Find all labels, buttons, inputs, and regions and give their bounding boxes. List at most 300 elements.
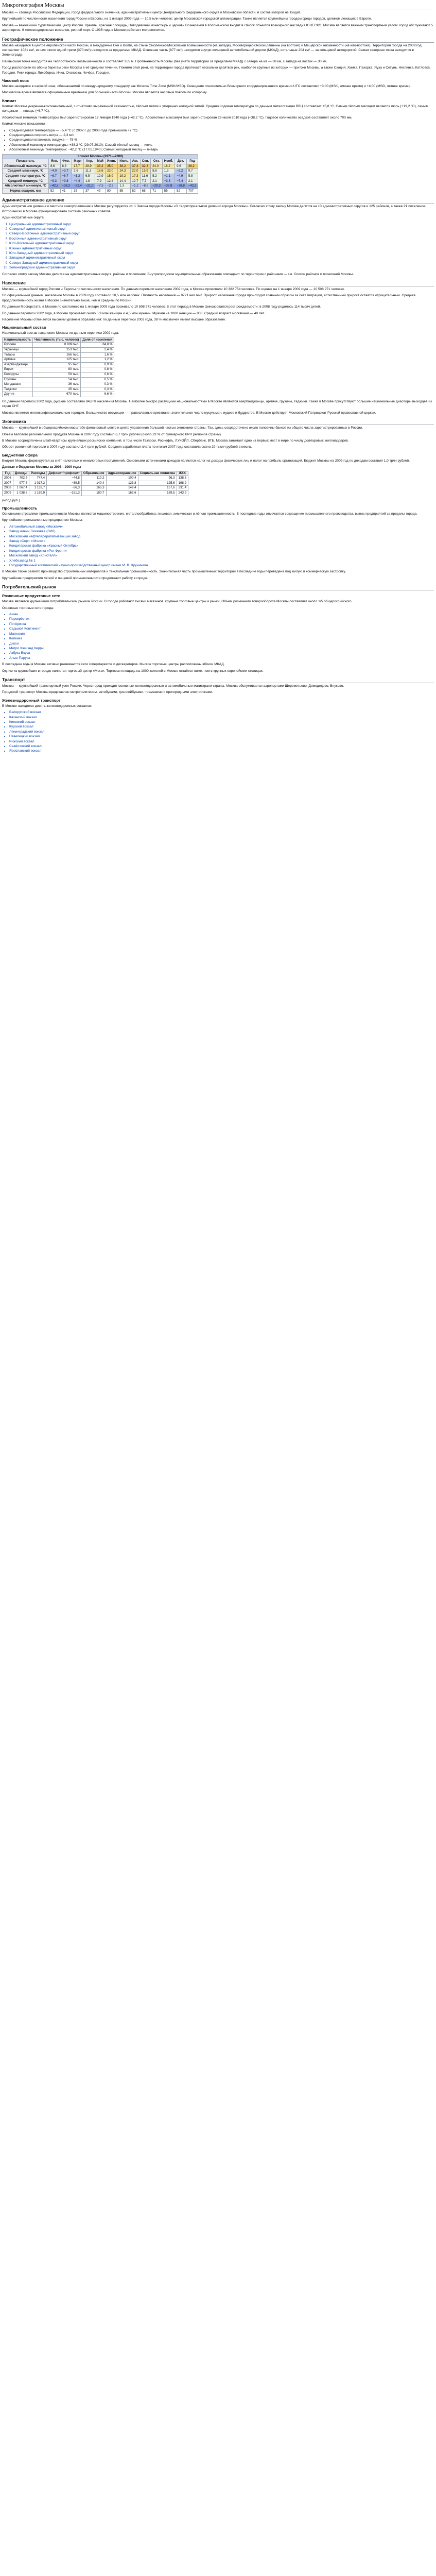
table-header-cell: Март	[72, 159, 84, 164]
table-row-label: Абсолютный минимум, °C	[3, 184, 49, 189]
table-cell: 19,2	[118, 174, 130, 179]
list-item[interactable]: • Ленинградский вокзал	[9, 730, 434, 734]
table-header-cell: Доля от населения	[81, 337, 114, 343]
climate-list	[2, 128, 434, 152]
table-cell: 1 067,4	[13, 486, 29, 491]
table-cell: 8,3	[60, 164, 72, 169]
table-cell: Татары	[3, 352, 33, 358]
list-item[interactable]: • Хлебозавод № 1	[9, 558, 434, 563]
list-item[interactable]: • Курский вокзал	[9, 724, 434, 729]
budget-table	[2, 471, 188, 496]
climate-table	[2, 154, 198, 194]
table-cell: 17,7	[72, 164, 84, 169]
table-cell: 157,6	[138, 486, 177, 491]
list-item[interactable]: • Седьмой Континент	[9, 626, 434, 631]
geo-paragraph: Город расположен по обоим берегам реки Москвы в её среднем течении. Помимо этой реки, на территории города протекает несколько десятков рек, наиболее крупные из которых — притоки Москвы, а также Сходня, Химка, Пахорка, Яуза и Сетунь, Неглинка, Котловка, Городня. Реки города: Лихоборка, Ичка, Очаковка, Чечёра, Городня.	[2, 66, 431, 75]
table-cell: 9,6	[175, 164, 187, 169]
table-cell: Грузины	[3, 377, 33, 382]
table-cell: 18,6	[95, 169, 105, 174]
climate-paragraph: Климат Москвы умеренно-континентальный, с отчётливо выраженной сезонностью, тёплым летом и умеренно холодной зимой. Средняя годовая температура по данным метеостанции ВВЦ составляет +5,8 °C. Самым тёплым месяцем является июль (+19,2 °C), самым холодным — январь (−6,7 °C).	[2, 104, 429, 113]
table-row	[3, 352, 114, 358]
table-cell: −32,4	[72, 184, 84, 189]
table-row	[3, 179, 198, 184]
table-cell: 2006	[3, 476, 13, 481]
table-cell: 37	[83, 189, 95, 194]
list-item: • Абсолютный минимум температуры: −42,2 °С (17.01.1940); Самый холодный месяц — январь	[9, 147, 434, 152]
table-cell: −3,7	[60, 169, 72, 174]
table-cell: 165,3	[81, 486, 106, 491]
table-cell: 707	[186, 189, 198, 194]
table-cell: 24,0	[151, 164, 163, 169]
table-header-cell: Образование	[81, 471, 106, 476]
table-cell: 138,6	[177, 476, 188, 481]
table-cell: −4,4	[72, 179, 84, 184]
table-row	[3, 486, 188, 491]
table-cell: 2008	[3, 486, 13, 491]
list-item[interactable]: 3. Северо-Восточный административный округ	[9, 231, 434, 236]
table-cell: 8 809 tыс.	[32, 343, 80, 348]
table-header-cell: Показатель	[3, 159, 49, 164]
table-row	[3, 184, 198, 189]
budget-table-caption: Данные о бюджетах Москвы за 2006—2009 годы	[2, 465, 81, 469]
intro-paragraph: Крупнейший по численности населения город России и Европы, на 1 января 2009 года — 10,5 млн человек; центр Московской городской агломерации. Также является крупнейшим городом среди городов, целиком лежащих в Европе.	[2, 17, 372, 21]
table-header-cell: Янв.	[48, 159, 60, 164]
table-cell: −2,2	[175, 169, 187, 174]
budget-note: (млрд руб.)	[2, 498, 20, 502]
table-cell: 68	[140, 189, 150, 194]
consumer-paragraph: Основные торговые сети города:	[2, 606, 54, 610]
table-cell: 35 тыс.	[32, 387, 80, 392]
transport-paragraph: Городской транспорт Москвы представлен метрополитеном, автобусами, троллейбусами, трамваями и пригородными электричками.	[2, 690, 213, 694]
population-paragraph: Население Москвы отличается высоким уровнем образования: по данным переписи 2002 года, 38 % москвичей имеют высшее образование.	[2, 318, 226, 321]
table-cell: 9,7	[186, 169, 198, 174]
admin-paragraph: Административные округа:	[2, 216, 45, 220]
section-heading-rail: Железнодорожный транспорт	[2, 698, 61, 703]
table-row	[3, 481, 188, 486]
table-cell: −151,3	[47, 490, 82, 496]
table-header-cell: Нояб.	[162, 159, 175, 164]
table-header-cell: Дек.	[175, 159, 187, 164]
nationality-paragraph: По данным переписи 2002 года, русские составляли 84,8 % населения Москвы. Наиболее быстро растущими национальностями в Москве являются азербайджанцы, армяне, грузины, таджики. Также в Москве присутствуют большие национальные диаспоры выходцев из стран СНГ.	[2, 399, 432, 409]
table-cell: 140,4	[81, 481, 106, 486]
table-cell: 12,9	[95, 174, 105, 179]
section-heading-population: Население	[2, 280, 434, 286]
list-item[interactable]: • Дикси	[9, 641, 434, 646]
table-row-label: Абсолютный максимум, °C	[3, 164, 49, 169]
list-item: • Среднегодовая скорость ветра — 2,3 м/с	[9, 133, 434, 138]
rail-station-list	[2, 710, 434, 754]
table-header-cell: Авг.	[130, 159, 140, 164]
table-cell: −38,2	[60, 184, 72, 189]
table-row	[3, 490, 188, 496]
section-heading-industry: Промышленность	[2, 505, 38, 511]
table-row	[3, 174, 198, 179]
table-row	[3, 476, 188, 481]
table-header-cell: Год	[3, 471, 13, 476]
table-header-cell: Фев.	[60, 159, 72, 164]
table-cell: −21,0	[83, 184, 95, 189]
list-item[interactable]: • Московский нефтеперерабатывающий завод	[9, 534, 434, 539]
table-cell: 6,5	[83, 174, 95, 179]
industry-paragraph: Крупнейшие промышленные предприятия Москвы:	[2, 518, 83, 522]
climate-paragraph: Климатические показатели:	[2, 122, 46, 126]
table-cell: 670 тыс.	[32, 392, 80, 397]
table-cell: 5,8	[186, 174, 198, 179]
nationality-intro: Национальный состав населения Москвы по данным переписи 2002 года:	[2, 331, 119, 335]
table-cell: Другие	[3, 392, 33, 397]
list-item[interactable]: 9. Северо-Западный административный округ	[9, 261, 434, 265]
table-row	[3, 169, 198, 174]
table-row	[3, 348, 114, 353]
table-cell: 59 тыс.	[32, 372, 80, 377]
table-cell: 8,6	[151, 169, 163, 174]
table-cell: −39,5	[47, 481, 82, 486]
population-paragraph: По данным переписи 2002 года, в Москве проживает около 5,9 млн женщин и 4,5 млн мужчин. Мужчин на 1000 женщин — 838. Средний возраст москвичей — 40 лет.	[2, 311, 265, 315]
table-cell: −1,3	[72, 174, 84, 179]
table-cell: 162,6	[106, 490, 138, 496]
economy-paragraph: Москва — крупнейший в общероссийском масштабе финансовый центр и центр управления большой частью экономики страны. Так, здесь сосредоточено около половины банков из общего числа зарегистрированных в России.	[2, 426, 363, 430]
table-header-cell: Июнь	[105, 159, 117, 164]
table-row	[3, 387, 114, 392]
table-cell: 977,8	[13, 481, 29, 486]
list-item[interactable]: • Белорусский вокзал	[9, 710, 434, 715]
table-cell: −38,8	[175, 184, 187, 189]
list-item[interactable]: • Магнолия	[9, 632, 434, 636]
table-row	[3, 343, 114, 348]
table-cell: 1,6 %	[81, 352, 114, 358]
table-cell: 100,4	[106, 476, 138, 481]
table-cell: 96,3	[138, 476, 177, 481]
table-cell: 1 133,7	[29, 486, 47, 491]
table-cell: 84,8 %	[81, 343, 114, 348]
list-item: • Среднегодовая влажность воздуха — 78 %	[9, 138, 434, 142]
table-cell: 33,2	[95, 164, 105, 169]
nationality-table	[2, 337, 114, 397]
table-cell: 22,0	[105, 169, 117, 174]
table-cell: −9,8	[60, 179, 72, 184]
list-item[interactable]: • Киевский вокзал	[9, 720, 434, 724]
list-item[interactable]: • Метро Кэш энд Керри	[9, 646, 434, 651]
industry-paragraph: Основными отраслями промышленности Москвы являются машиностроение, металлообработка, пищевая, химическая и лёгкая промышленность. В последние годы отмечается сокращение промышленного производства, вынос предприятий за пределы города.	[2, 512, 417, 516]
section-heading-budget: Бюджетная сфера	[2, 452, 38, 457]
list-item[interactable]: 2. Северный административный округ	[9, 227, 434, 231]
table-cell: 8,6	[48, 164, 60, 169]
table-cell: −3,3	[162, 179, 175, 184]
consumer-paragraph: Москва является крупнейшим потребительским рынком России. В городе работают тысячи магазинов, крупные торговые центры и рынки. Объём розничного товарооборота Москвы составляет около 1/5 общероссийского.	[2, 600, 353, 604]
list-item: • Среднегодовая температура — +5,4 °С (с 2007 г. до 2008 года превышала +7 °С)	[9, 128, 434, 133]
list-item[interactable]: • Павелецкий вокзал	[9, 734, 434, 739]
table-row	[3, 362, 114, 367]
list-item[interactable]: • Казанский вокзал	[9, 715, 434, 720]
table-cell: 2,1	[151, 179, 163, 184]
list-item[interactable]: • Ашан	[9, 612, 434, 617]
table-row	[3, 367, 114, 372]
table-cell: −4,9	[175, 174, 187, 179]
table-cell: Молдаване	[3, 382, 33, 387]
section-heading-economy: Экономика	[2, 418, 434, 425]
table-cell: 11,3	[83, 169, 95, 174]
table-cell: −7,5	[95, 184, 105, 189]
table-cell: 1,3	[118, 184, 130, 189]
table-row-label: Средний максимум, °C	[3, 169, 49, 174]
table-cell: 2007	[3, 481, 13, 486]
admin-note: Согласно этому закону Москва делится на административные округа, районы и поселения. Внутригородские муниципальные образования совпадают по территории с районами — см. Список районов и поселений Москвы.	[2, 272, 354, 276]
table-cell: 5,2	[151, 174, 163, 179]
table-header-cell: Численность (тыс. человек)	[32, 337, 80, 343]
table-cell: 0,6 %	[81, 372, 114, 377]
transport-paragraph: Москва — крупнейший транспортный узел России. Через город проходят основные железнодорожные и автомобильные магистрали страны. Москва обслуживается аэропортами Шереметьево, Домодедово, Внуково.	[2, 684, 344, 688]
table-cell: 7,9	[95, 179, 105, 184]
table-cell: 95 тыс.	[32, 362, 80, 367]
table-cell: 80 тыс.	[32, 367, 80, 372]
section-heading-admin: Административное деление	[2, 197, 434, 204]
table-row	[3, 377, 114, 382]
table-cell: 1 017,3	[29, 481, 47, 486]
section-heading-transport: Транспорт	[2, 676, 434, 683]
table-cell: 41	[60, 189, 72, 194]
table-cell: Украинцы	[3, 348, 33, 353]
table-cell: −42,2	[48, 184, 60, 189]
industry-paragraph: Крупнейшие предприятия лёгкой и пищевой промышленности продолжают работу в городе.	[2, 576, 148, 580]
table-cell: 82	[130, 189, 140, 194]
table-cell: 55	[162, 189, 175, 194]
retail-list	[2, 612, 434, 660]
table-cell: 189,5	[138, 490, 177, 496]
table-header-cell: Здравоохранение	[106, 471, 138, 476]
table-cell: −8,5	[140, 184, 150, 189]
table-cell: 253 тыс.	[32, 348, 80, 353]
table-cell: 32,3	[140, 164, 150, 169]
table-cell: 35,0	[105, 164, 117, 169]
section-heading-consumer: Потребительский рынок	[2, 584, 434, 590]
population-paragraph: Москва — крупнейший город России и Европы по численности населения. По данным переписи населения 2002 года, в Москве проживали 10 382 754 человек. По оценке на 1 января 2009 года — 10 508 971 человек.	[2, 287, 345, 291]
list-item[interactable]: 5. Юго-Восточный административный округ	[9, 241, 434, 246]
table-row	[3, 189, 198, 194]
table-header-cell: Год	[186, 159, 198, 164]
table-header-cell: Национальность	[3, 337, 33, 343]
list-item[interactable]: • Савёловский вокзал	[9, 744, 434, 749]
section-heading-geo: Географическое положение	[2, 36, 434, 43]
table-cell: 85	[118, 189, 130, 194]
table-header-cell: Июль	[118, 159, 130, 164]
table-cell: −20,3	[151, 184, 163, 189]
table-cell: 71	[151, 189, 163, 194]
list-item[interactable]: 7. Юго-Западный административный округ	[9, 251, 434, 256]
admin-district-list	[2, 222, 434, 270]
economy-paragraph: Объём валового регионального продукта Москвы в 2007 году составил 6,7 трлн рублей (около 23 % от суммарного ВРП регионов страны).	[2, 432, 222, 436]
table-cell: 1,2 %	[81, 358, 114, 363]
economy-paragraph: В Москве сосредоточены штаб-квартиры крупнейших российских компаний, в том числе Газпром, Роснефть, ЛУКОЙЛ, Сбербанк, ВТБ. Москва занимает одно из первых мест в мире по числу долларовых миллиардеров.	[2, 438, 349, 443]
list-item[interactable]: • Кондитерская фабрика «Рот Фронт»	[9, 549, 434, 553]
table-row	[3, 164, 198, 169]
table-row	[3, 358, 114, 363]
list-item: • Абсолютный максимум температуры: +38,2 °С (29.07.2010); Самый тёплый месяц — июль	[9, 143, 434, 147]
intro-paragraph: Москва — столица Российской Федерации, город федерального значения, административный центр Центрального федерального округа и Московской области, в состав которой не входит.	[2, 11, 301, 14]
table-cell: 149,4	[106, 486, 138, 491]
table-cell: 2009	[3, 490, 13, 496]
list-item[interactable]: • Рижский вокзал	[9, 739, 434, 744]
table-cell: 0,8 %	[81, 367, 114, 372]
list-item[interactable]: 10. Зеленоградский административный округ	[9, 265, 434, 270]
climate-table-caption: Климат Москвы (1971—2000)	[3, 154, 198, 159]
section-heading-time: Часовой пояс	[2, 78, 29, 83]
list-item[interactable]: • Азбука Вкуса	[9, 651, 434, 655]
table-cell: 35	[72, 189, 84, 194]
table-cell: −1,1	[162, 174, 175, 179]
geo-paragraph: Москва находится в центре европейской части России, в междуречье Оки и Волги, на стыке Смоленско-Московской возвышенности (на западе), Москворецко-Окской равнины (на востоке) и Мещёрской низменности (на юго-востоке). Территория города на 2009 год составляет 1081 км², из них около одной трети (370 км²) находится за пределами МКАД. Основная часть (877 км²) находится внутри кольцевой автомобильной дороги (МКАД), остальные 204 км² — за кольцевой автодорогой. Самая северная точка находится в Зеленограде.	[2, 43, 422, 57]
list-item[interactable]: 8. Западный административный округ	[9, 256, 434, 260]
table-cell: Евреи	[3, 367, 33, 372]
table-row	[3, 392, 114, 397]
intro-paragraph: Москва — важнейший туристический центр России. Кремль, Красная площадь, Новодевичий монастырь и церковь Вознесения в Коломенском входят в список объектов всемирного наследия ЮНЕСКО. Москва является важным транспортным узлом: город обслуживают 5 аэропортов, 9 железнодорожных вокзалов, речной порт. С 1935 года в Москве работает метрополитен.	[2, 23, 433, 32]
list-item[interactable]: • Ярославский вокзал	[9, 749, 434, 753]
table-cell: Таджики	[3, 387, 33, 392]
table-cell: 747,4	[29, 476, 47, 481]
table-cell: 1 189,9	[29, 490, 47, 496]
table-cell: Азербайджанцы	[3, 362, 33, 367]
table-cell: 52	[48, 189, 60, 194]
list-item[interactable]: • Государственный космический научно-производственный центр имени М. В. Хруничева	[9, 563, 434, 568]
table-cell: 125 тыс.	[32, 358, 80, 363]
table-cell: 243,9	[177, 490, 188, 496]
table-header-cell: Апр.	[83, 159, 95, 164]
list-item[interactable]: • Завод «Серп и Молот»	[9, 539, 434, 544]
table-cell: 38,2	[186, 164, 198, 169]
table-cell: Армяне	[3, 358, 33, 363]
list-item[interactable]: 4. Восточный административный округ	[9, 236, 434, 241]
section-heading-climate: Климат	[2, 98, 16, 103]
intro	[2, 10, 434, 33]
table-cell: 180,7	[81, 490, 106, 496]
table-cell: −2,3	[105, 184, 117, 189]
table-cell: 6,6 %	[81, 392, 114, 397]
table-cell: −6,7	[48, 174, 60, 179]
retail-paragraph: В последние годы в Москве активно развиваются сети гипермаркетов и дискаунтеров. Многие торговые центры расположены вблизи МКАД.	[2, 663, 225, 667]
retail-paragraph: Одним из крупнейших в городе является торговый центр «Мега». Торговая площадь на 1000 жителей в Москве остаётся ниже, чем в крупных европейских столицах.	[2, 669, 264, 673]
table-header-cell: Доходы	[13, 471, 29, 476]
table-cell: 123,8	[106, 481, 138, 486]
table-cell: Русские	[3, 343, 33, 348]
table-cell: 702,6	[13, 476, 29, 481]
table-cell: 2,1	[186, 179, 198, 184]
table-row	[3, 382, 114, 387]
list-item[interactable]: • Алые Паруса	[9, 656, 434, 660]
table-cell: 125,6	[138, 481, 177, 486]
table-cell: 166 тыс.	[32, 352, 80, 358]
climate-paragraph: Абсолютный минимум температуры был зарегистрирован 17 января 1940 года (−42,2 °C). Абсолютный максимум был зарегистрирован 29 июля 2010 года (+38,2 °C). Годовое количество осадков составляет около 700 мм.	[2, 115, 353, 120]
industry-list	[2, 524, 434, 568]
page-title: Микрогеография Москвы	[2, 2, 434, 9]
table-cell: −1,2	[130, 184, 140, 189]
table-header-cell: Сен.	[140, 159, 150, 164]
table-cell: −32,8	[162, 184, 175, 189]
table-cell: 54 тыс.	[32, 377, 80, 382]
rail-paragraph: В Москве находятся девять железнодорожных вокзалов:	[2, 704, 92, 708]
table-cell: −44,8	[47, 476, 82, 481]
table-cell: 7,7	[140, 179, 150, 184]
list-item[interactable]: • Кондитерская фабрика «Красный Октябрь»	[9, 544, 434, 548]
table-cell: 36 тыс.	[32, 382, 80, 387]
table-cell: 231,4	[177, 486, 188, 491]
time-paragraph: Московское время является официальным временем для большей части России. Москва является часовым поясом по которому...	[2, 91, 210, 95]
table-row-label: Средний минимум, °C	[3, 179, 49, 184]
nationality-paragraph: Москва является многоконфессиональным городом. Большинство верующих — православные христиане; значительное число мусульман, иудеев и буддистов. В Москве действует Московский Патриархат Русской православной церкви.	[2, 411, 376, 415]
table-cell: −7,4	[175, 179, 187, 184]
geo-paragraph: Наивысшая точка находится на Теплостанской возвышенности и составляет 255 м. Протяжённость Москвы (без учёта территорий за пределами МКАД) с севера на юг — 38 км, с запада на восток — 30 км.	[2, 59, 327, 63]
table-cell: 37,3	[130, 164, 140, 169]
table-cell: 0,9 %	[81, 362, 114, 367]
table-cell: 12,7	[130, 179, 140, 184]
table-cell: −9,3	[48, 179, 60, 184]
section-heading-retail: Розничные продуктовые сети	[2, 594, 61, 599]
budget-paragraph: Бюджет Москвы формируется за счёт налоговых и неналоговых поступлений. Основными источниками доходов являются налог на доходы физических лиц и налог на прибыль организаций. Бюджет Москвы на 2009 год по доходам составил 1,0 трлн рублей.	[2, 459, 410, 463]
article	[0, 0, 436, 755]
table-cell: Белорусы	[3, 372, 33, 377]
table-cell: 15,9	[140, 169, 150, 174]
population-paragraph: По данным Мосгорстата, в Москве по состоянию на 1 января 2009 года проживало 10 508 971 человек. В этот период в Москве фиксировался рост рождаемости: в 2008 году родилось 114 тысяч детей.	[2, 305, 321, 309]
industry-paragraph: В Москве также развито производство строительных материалов и текстильная промышленность. Значительная часть промышленных территорий в последние годы переведена под жилую и коммерческую застройку.	[2, 570, 346, 574]
population-paragraph: По официальным данным, население Москвы в 2009 году составило 10,5 млн человек. Плотность населения — 9721 чел./км². Прирост населения города происходит главным образом за счёт миграции, естественный прирост остаётся отрицательным. Средняя продолжительность жизни в Москве значительно выше, чем в среднем по России.	[2, 294, 415, 302]
table-header-cell: Расходы	[29, 471, 47, 476]
table-cell: −42,2	[186, 184, 198, 189]
table-cell: 198,2	[177, 481, 188, 486]
table-header-cell: Дефицит/профицит	[47, 471, 82, 476]
table-cell: 52	[175, 189, 187, 194]
time-paragraph: Москва находится в часовой зоне, обозначаемой по международному стандарту как Moscow Time Zone (MSK/MSD). Смещение относительно Всемирного координированного времени UTC составляет +3:00 (MSK, зимнее время) и +4:00 (MSD, летнее время).	[2, 84, 411, 89]
list-item[interactable]: 1. Центральный административный округ	[9, 222, 434, 227]
table-cell: 1,3	[162, 169, 175, 174]
table-cell: 0,5 %	[81, 377, 114, 382]
table-cell: 17,3	[130, 174, 140, 179]
table-header-cell: Май	[95, 159, 105, 164]
table-row	[3, 372, 114, 377]
table-row-label: Норма осадков, мм	[3, 189, 49, 194]
table-cell: 11,6	[140, 174, 150, 179]
table-cell: 80	[105, 189, 117, 194]
table-cell: −4,0	[48, 169, 60, 174]
table-cell: 0,3 %	[81, 382, 114, 387]
table-cell: 1,8	[83, 179, 95, 184]
section-heading-nationality: Национальный состав	[2, 325, 46, 330]
table-row-label: Средняя температура, °C	[3, 174, 49, 179]
list-item[interactable]: • Копейка	[9, 636, 434, 641]
economy-paragraph: Оборот розничной торговли в 2007 году составил 2,4 трлн рублей. Средняя заработная плата по итогам 2007 года составила около 29 тысяч рублей в месяц.	[2, 445, 252, 449]
list-item[interactable]: 6. Южный административный округ	[9, 246, 434, 251]
table-cell: −66,3	[47, 486, 82, 491]
table-cell: 2,4 %	[81, 348, 114, 353]
table-cell: −6,7	[60, 174, 72, 179]
list-item[interactable]: • Завод имени Лихачёва (ЗИЛ)	[9, 529, 434, 534]
list-item[interactable]: • Пятёрочка	[9, 622, 434, 626]
table-header-cell: Социальная политика	[138, 471, 177, 476]
table-cell: 2,6	[72, 169, 84, 174]
table-cell: 49	[95, 189, 105, 194]
table-cell: 28,9	[83, 164, 95, 169]
list-item[interactable]: • Московский завод «Кристалл»	[9, 553, 434, 558]
admin-paragraph: Административное деление и местное самоуправление в Москве регулируются ст. 1 Закона города Москвы «О территориальном делении города Москвы». Согласно этому закону Москва делится на 10 административных округов и 125 районов, а также 21 поселение. Исторически в Москве функционировала система районных советов.	[2, 205, 426, 213]
table-cell: 12,4	[105, 179, 117, 184]
table-cell: 1 038,6	[13, 490, 29, 496]
table-cell: 110,2	[81, 476, 106, 481]
table-header-cell: Окт.	[151, 159, 163, 164]
list-item[interactable]: • Перекрёсток	[9, 617, 434, 621]
table-cell: 24,3	[118, 169, 130, 174]
table-header-cell: ЖКХ	[177, 471, 188, 476]
table-cell: 22,0	[130, 169, 140, 174]
list-item[interactable]: • Автомобильный завод «Москвич»	[9, 524, 434, 529]
table-cell: 16,9	[105, 174, 117, 179]
table-cell: 38,2	[118, 164, 130, 169]
